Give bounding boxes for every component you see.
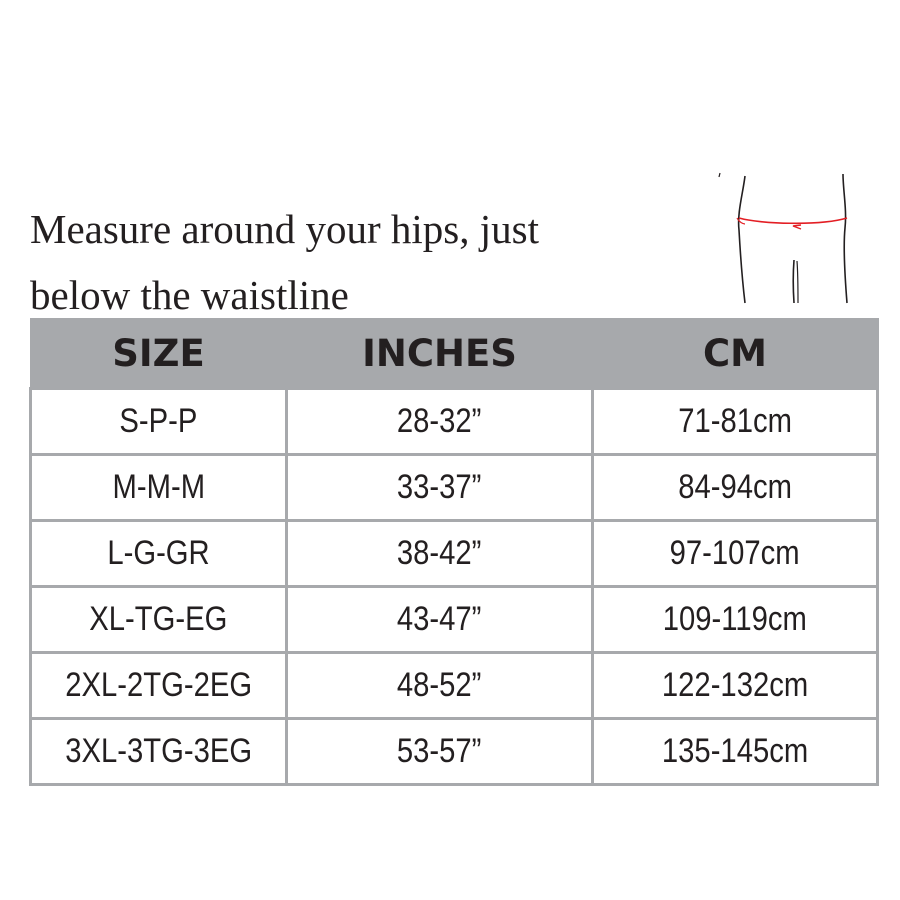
inches-cell: 28-32”: [287, 389, 593, 455]
size-cell: 2XL-2TG-2EG: [31, 653, 287, 719]
header-cm: CM: [593, 319, 878, 389]
table-row: [31, 653, 878, 719]
instruction-line-2: below the waistline: [30, 272, 349, 318]
cm-cell: 122-132cm: [593, 653, 878, 719]
inches-cell: 43-47”: [287, 587, 593, 653]
measure-instruction: [30, 196, 670, 328]
size-cell: 3XL-3TG-3EG: [31, 719, 287, 785]
table-row: [31, 389, 878, 455]
size-cell: L-G-GR: [31, 521, 287, 587]
inches-cell: 48-52”: [287, 653, 593, 719]
cm-cell: 109-119cm: [593, 587, 878, 653]
size-cell: XL-TG-EG: [31, 587, 287, 653]
cm-cell: 71-81cm: [593, 389, 878, 455]
size-cell: M-M-M: [31, 455, 287, 521]
table-row: [31, 455, 878, 521]
table-row: [31, 521, 878, 587]
cm-cell: 84-94cm: [593, 455, 878, 521]
hip-measurement-icon: [715, 168, 855, 308]
header-size: SIZE: [31, 319, 287, 389]
inches-cell: 53-57”: [287, 719, 593, 785]
table-header-row: [31, 319, 878, 389]
cm-cell: 97-107cm: [593, 521, 878, 587]
table-row: [31, 587, 878, 653]
table-row: [31, 719, 878, 785]
inches-cell: 38-42”: [287, 521, 593, 587]
inches-cell: 33-37”: [287, 455, 593, 521]
header-inches: INCHES: [287, 319, 593, 389]
size-chart-table: [29, 318, 879, 786]
cm-cell: 135-145cm: [593, 719, 878, 785]
instruction-line-1: Measure around your hips, just: [30, 206, 539, 252]
size-cell: S-P-P: [31, 389, 287, 455]
